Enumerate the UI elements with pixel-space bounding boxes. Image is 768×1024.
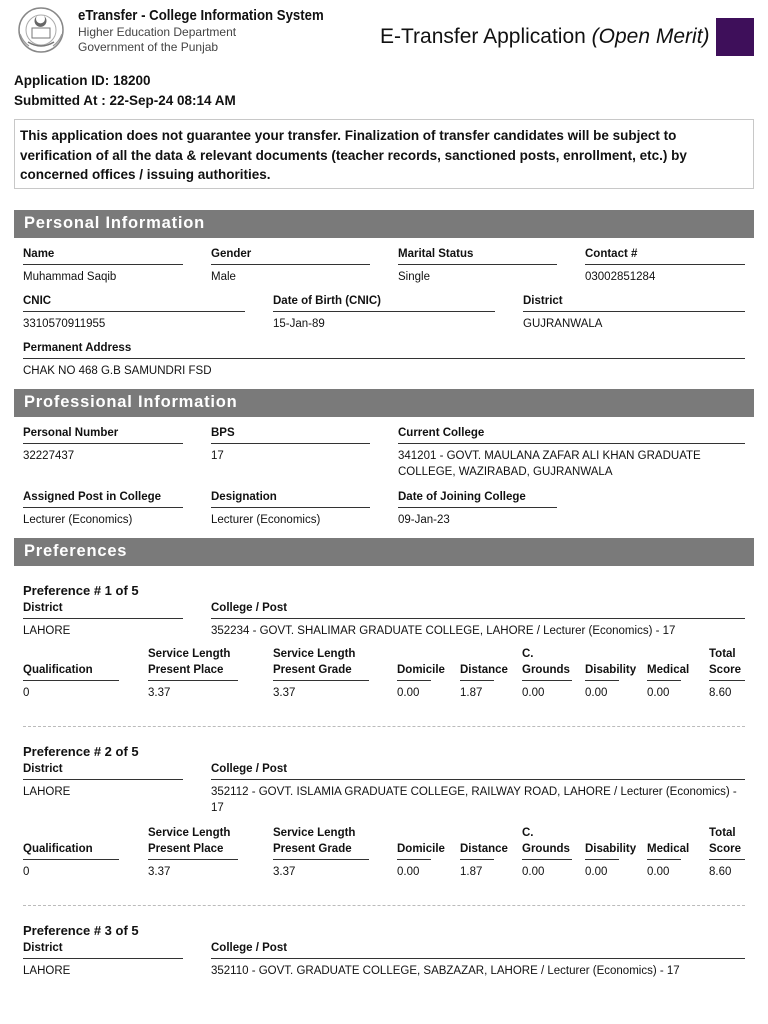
total-value: 8.60	[709, 866, 732, 878]
preference-2-college-field	[211, 763, 745, 816]
medical-label: Medical	[647, 824, 681, 860]
gender-field	[211, 248, 370, 285]
preference-1-medical	[647, 645, 690, 701]
preference-2-college: 352112 - GOVT. ISLAMIA GRADUATE COLLEGE, RAILWAY ROAD, LAHORE / Lecturer (Economics) - 17	[211, 786, 737, 814]
service-place-value: 3.37	[148, 866, 171, 878]
preference-college-label: College / Post	[211, 602, 745, 619]
service-place-value: 3.37	[148, 687, 171, 699]
joining-date-value: 09-Jan-23	[398, 514, 450, 526]
preference-1-service-place	[148, 645, 245, 701]
district-label: District	[523, 295, 745, 312]
preference-2-disability	[585, 824, 637, 880]
preference-2-domicile	[397, 824, 445, 880]
preference-3-college: 352110 - GOVT. GRADUATE COLLEGE, SABZAZAR, LAHORE / Lecturer (Economics) - 17	[211, 965, 680, 977]
medical-value: 0.00	[647, 866, 670, 878]
grounds-label: C. Grounds	[522, 645, 572, 681]
service-grade-value: 3.37	[273, 866, 296, 878]
disability-label: Disability	[585, 645, 619, 681]
preference-3-district-field	[23, 942, 183, 979]
domicile-value: 0.00	[397, 866, 420, 878]
preference-1-distance	[460, 645, 508, 701]
grounds-value: 0.00	[522, 687, 545, 699]
district-field	[523, 295, 745, 332]
preference-college-label: College / Post	[211, 763, 745, 780]
dob-field	[273, 295, 495, 332]
preference-2-district-field	[23, 763, 183, 800]
personal-number-field	[23, 427, 183, 464]
cnic-field	[23, 295, 245, 332]
preferences-header: Preferences	[14, 538, 754, 566]
preference-college-label: College / Post	[211, 942, 745, 959]
preference-3-title: Preference # 3 of 5	[23, 923, 139, 938]
qualification-label: Qualification	[23, 645, 119, 681]
bps-field	[211, 427, 370, 464]
gender-value: Male	[211, 271, 236, 283]
preference-1-college: 352234 - GOVT. SHALIMAR GRADUATE COLLEGE, LAHORE / Lecturer (Economics) - 17	[211, 625, 676, 637]
joining-date-field	[398, 491, 557, 528]
assigned-post-value: Lecturer (Economics)	[23, 514, 133, 526]
preference-district-label: District	[23, 602, 183, 619]
qualification-value: 0	[23, 866, 30, 878]
bps-label: BPS	[211, 427, 370, 444]
page-header	[0, 0, 768, 68]
marital-status-label: Marital Status	[398, 248, 557, 265]
medical-label: Medical	[647, 645, 681, 681]
distance-value: 1.87	[460, 866, 483, 878]
contact-value: 03002851284	[585, 271, 656, 283]
preference-2-service-place	[148, 824, 245, 880]
current-college-field	[398, 427, 745, 480]
service-place-label: Service Length Present Place	[148, 824, 238, 860]
disability-label: Disability	[585, 824, 619, 860]
district-value: GUJRANWALA	[523, 318, 603, 330]
preference-1-domicile	[397, 645, 445, 701]
contact-label: Contact #	[585, 248, 745, 265]
assigned-post-field	[23, 491, 183, 528]
disability-value: 0.00	[585, 866, 608, 878]
name-field	[23, 248, 183, 285]
preference-2-district: LAHORE	[23, 786, 71, 798]
preference-1-title: Preference # 1 of 5	[23, 583, 139, 598]
application-id: Application ID: 18200	[14, 73, 151, 88]
permanent-address-field	[23, 342, 745, 379]
domicile-value: 0.00	[397, 687, 420, 699]
designation-label: Designation	[211, 491, 370, 508]
preference-1-district: LAHORE	[23, 625, 71, 637]
current-college-label: Current College	[398, 427, 745, 444]
assigned-post-label: Assigned Post in College	[23, 491, 183, 508]
cnic-value: 3310570911955	[23, 318, 106, 330]
punjab-emblem-logo	[14, 6, 68, 54]
cnic-label: CNIC	[23, 295, 245, 312]
domicile-label: Domicile	[397, 824, 431, 860]
service-place-label: Service Length Present Place	[148, 645, 238, 681]
preference-2-qualification	[23, 824, 119, 880]
disclaimer-notice: This application does not guarantee your transfer. Finalization of transfer candidates will be subject to verification of all the data & relevant documents (teacher records, sanctioned posts, enrollment, etc.) by concerned offices / issuing authorities.	[14, 119, 754, 189]
name-value: Muhammad Saqib	[23, 271, 117, 283]
distance-label: Distance	[460, 645, 494, 681]
domicile-label: Domicile	[397, 645, 431, 681]
preference-2-total	[709, 824, 743, 880]
marital-status-field	[398, 248, 557, 285]
qualification-label: Qualification	[23, 824, 119, 860]
name-label: Name	[23, 248, 183, 265]
grounds-value: 0.00	[522, 866, 545, 878]
preference-2-service-grade	[273, 824, 369, 880]
total-value: 8.60	[709, 687, 732, 699]
disability-value: 0.00	[585, 687, 608, 699]
application-title-merit: (Open Merit)	[591, 25, 710, 48]
contact-field	[585, 248, 745, 285]
dob-label: Date of Birth (CNIC)	[273, 295, 495, 312]
department-name: Higher Education Department	[78, 25, 237, 39]
marital-status-value: Single	[398, 271, 430, 283]
total-label: Total Score	[709, 824, 745, 860]
service-grade-label: Service Length Present Grade	[273, 824, 369, 860]
preference-district-label: District	[23, 942, 183, 959]
current-college-value: 341201 - GOVT. MAULANA ZAFAR ALI KHAN GRADUATE COLLEGE, WAZIRABAD, GUJRANWALA	[398, 450, 701, 478]
service-grade-label: Service Length Present Grade	[273, 645, 369, 681]
submitted-at: Submitted At : 22-Sep-24 08:14 AM	[14, 93, 236, 108]
preference-3-college-field	[211, 942, 745, 979]
professional-information-header: Professional Information	[14, 389, 754, 417]
preference-2-title: Preference # 2 of 5	[23, 744, 139, 759]
personal-number-value: 32227437	[23, 450, 75, 462]
bps-value: 17	[211, 450, 224, 462]
preference-1-college-field	[211, 602, 745, 639]
preference-divider	[23, 905, 745, 906]
preference-2-distance	[460, 824, 508, 880]
preference-district-label: District	[23, 763, 183, 780]
preference-1-district-field	[23, 602, 183, 639]
preference-2-grounds	[522, 824, 570, 880]
personal-information-header: Personal Information	[14, 210, 754, 238]
qualification-value: 0	[23, 687, 30, 699]
preference-1-disability	[585, 645, 637, 701]
permanent-address-label: Permanent Address	[23, 342, 745, 359]
joining-date-label: Date of Joining College	[398, 491, 557, 508]
accent-square	[716, 18, 754, 56]
medical-value: 0.00	[647, 687, 670, 699]
preference-divider	[23, 726, 745, 727]
distance-value: 1.87	[460, 687, 483, 699]
designation-value: Lecturer (Economics)	[211, 514, 321, 526]
preference-1-total	[709, 645, 743, 701]
preference-3-district: LAHORE	[23, 965, 71, 977]
application-title	[380, 25, 710, 49]
preference-1-grounds	[522, 645, 570, 701]
application-title-main: E-Transfer Application	[380, 25, 586, 48]
system-title: eTransfer - College Information System	[78, 7, 324, 24]
personal-number-label: Personal Number	[23, 427, 183, 444]
preference-1-service-grade	[273, 645, 369, 701]
total-label: Total Score	[709, 645, 745, 681]
dob-value: 15-Jan-89	[273, 318, 325, 330]
designation-field	[211, 491, 370, 528]
service-grade-value: 3.37	[273, 687, 296, 699]
gender-label: Gender	[211, 248, 370, 265]
preference-1-qualification	[23, 645, 119, 701]
distance-label: Distance	[460, 824, 494, 860]
grounds-label: C. Grounds	[522, 824, 572, 860]
permanent-address-value: CHAK NO 468 G.B SAMUNDRI FSD	[23, 365, 212, 377]
government-name: Government of the Punjab	[78, 40, 219, 54]
preference-2-medical	[647, 824, 690, 880]
